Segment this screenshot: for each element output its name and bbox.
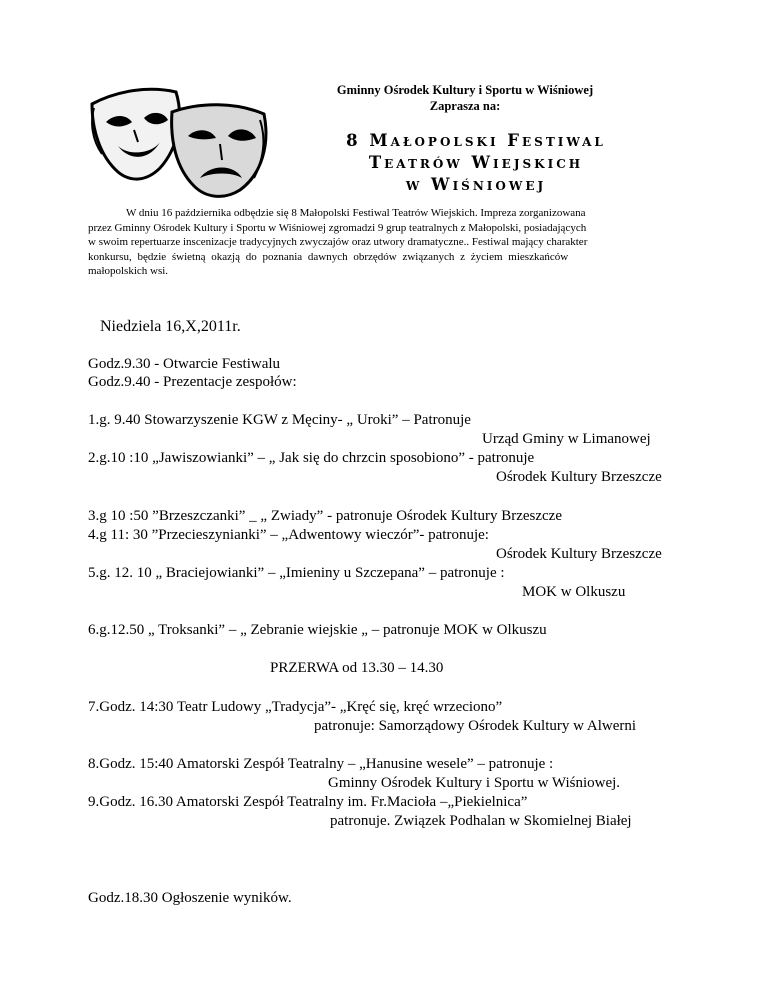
title-line-1: 8 Małopolski Festiwal xyxy=(346,131,606,150)
break-line: PRZERWA od 13.30 – 14.30 xyxy=(270,660,444,676)
program-item-5: 5.g. 12. 10 „ Braciejowianki” – „Imieniny u Szczepana” – patronuje : xyxy=(88,565,505,581)
program-item-7: 7.Godz. 14:30 Teatr Ludowy „Tradycja”- „Kręć się, kręć wrzeciono” xyxy=(88,699,503,715)
intro-line-1: W dniu 16 października odbędzie się 8 Małopolski Festiwal Teatrów Wiejskich. Impreza zorganizowana xyxy=(126,207,586,219)
intro-line-5: małopolskich wsi. xyxy=(88,265,169,277)
theatre-masks-icon xyxy=(88,82,274,200)
program-item-9-patron: patronuje. Związek Podhalan w Skomielnej Białej xyxy=(330,813,632,829)
intro-paragraph xyxy=(88,206,684,279)
program-item-2-patron: Ośrodek Kultury Brzeszcze xyxy=(496,469,662,485)
presentations-line: Godz.9.40 - Prezentacje zespołów: xyxy=(88,374,297,390)
tragedy-mask-icon xyxy=(172,105,266,197)
program-item-1-patron: Urząd Gminy w Limanowej xyxy=(482,431,651,447)
intro-line-4: konkursu, będzie świetną okazją do poznania dawnych obrzędów związanych z życiem mieszkańców xyxy=(88,250,569,263)
program-item-4: 4.g 11: 30 ”Przecieszynianki” – „Adwentowy wieczór”- patronuje: xyxy=(88,527,489,543)
program-item-6: 6.g.12.50 „ Troksanki” – „ Zebranie wiejskie „ – patronuje MOK w Olkuszu xyxy=(88,622,547,638)
program-item-5-patron: MOK w Olkuszu xyxy=(522,584,626,600)
program-item-8: 8.Godz. 15:40 Amatorski Zespół Teatralny – „Hanusine wesele” – patronuje : xyxy=(88,756,554,772)
title-line-3: w Wiśniowej xyxy=(405,175,547,194)
invitation-text: Zaprasza na: xyxy=(429,99,501,113)
program-item-3: 3.g 10 :50 ”Brzeszczanki” _ „ Zwiady” - patronuje Ośrodek Kultury Brzeszcze xyxy=(88,508,562,524)
program-date: Niedziela 16,X,2011r. xyxy=(100,318,241,335)
festival-title xyxy=(262,130,690,196)
intro-line-3: w swoim repertuarze inscenizacje tradycyjnych zwyczajów oraz utwory dramatyczne.. Festiwal mający charakter xyxy=(88,236,588,248)
comedy-mask-icon xyxy=(92,89,179,179)
program-item-2: 2.g.10 :10 „Jawiszowianki” – „ Jak się do chrzcin sposobiono” - patronuje xyxy=(88,450,535,466)
program-item-7-patron: patronuje: Samorządowy Ośrodek Kultury w Alwerni xyxy=(314,718,637,734)
intro-line-2: przez Gminny Ośrodek Kultury i Sportu w Wiśniowej zgromadzi 9 grup teatralnych z Małopolski, posiadających xyxy=(88,221,587,234)
organizer-name: Gminny Ośrodek Kultury i Sportu w Wiśniowej xyxy=(336,83,594,97)
title-line-2: Teatrów Wiejskich xyxy=(368,153,584,172)
results-line: Godz.18.30 Ogłoszenie wyników. xyxy=(88,890,292,906)
program-item-4-patron: Ośrodek Kultury Brzeszcze xyxy=(496,546,662,562)
program-item-9: 9.Godz. 16.30 Amatorski Zespół Teatralny im. Fr.Macioła –„Piekielnica” xyxy=(88,794,528,810)
program-item-1: 1.g. 9.40 Stowarzyszenie KGW z Męciny- „ Uroki” – Patronuje xyxy=(88,412,471,428)
organizer-block xyxy=(300,82,630,114)
opening-line: Godz.9.30 - Otwarcie Festiwalu xyxy=(88,356,281,372)
program-item-8-patron: Gminny Ośrodek Kultury i Sportu w Wiśniowej. xyxy=(328,775,621,791)
